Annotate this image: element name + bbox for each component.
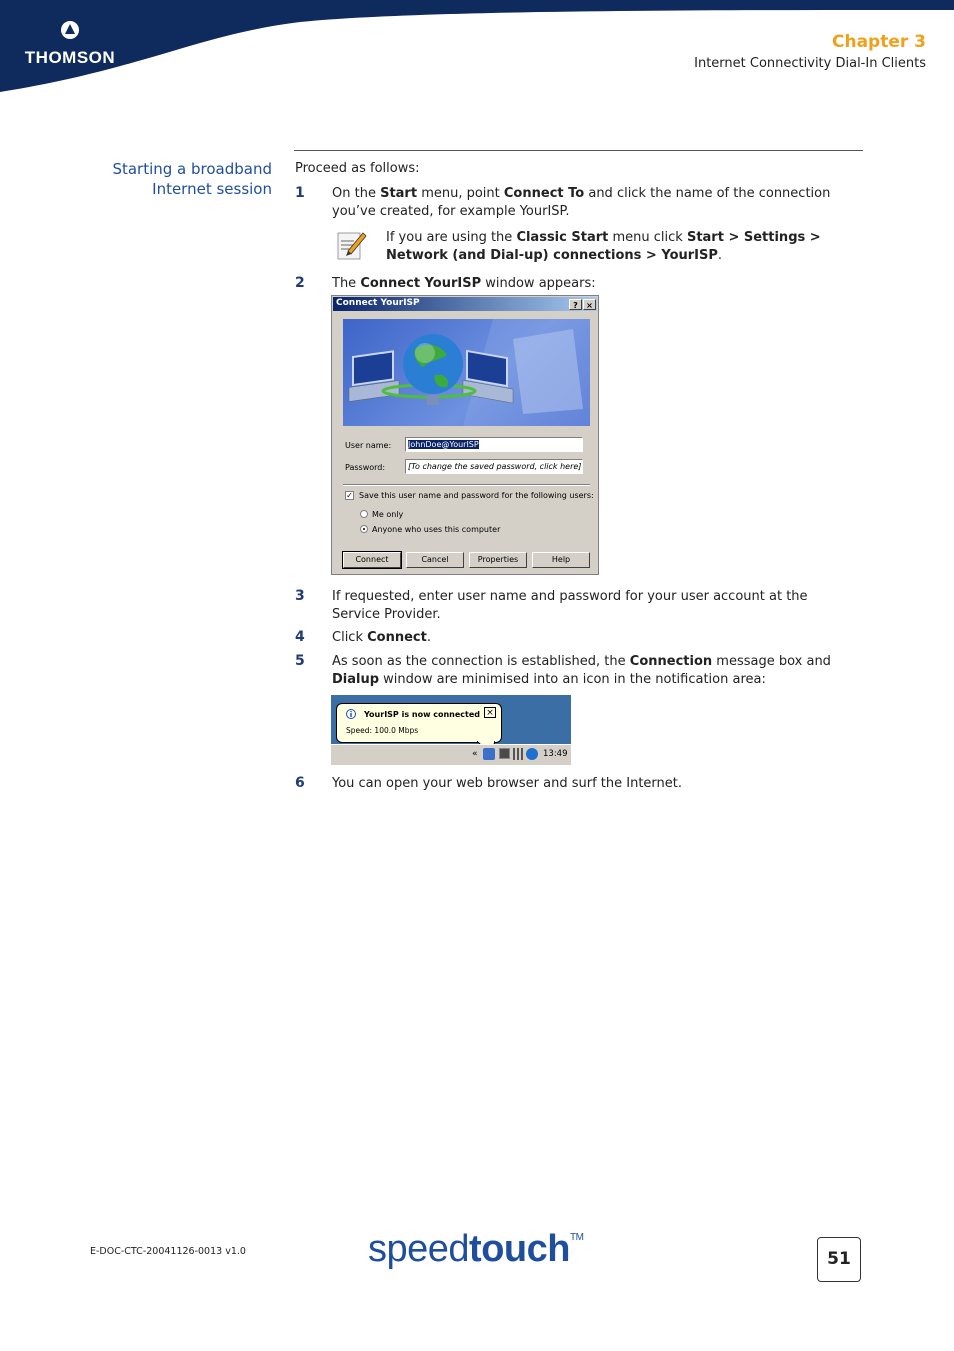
step-3-text: If requested, enter user name and password for your user account at the Service Provider.: [332, 589, 808, 622]
cancel-button[interactable]: Cancel: [406, 552, 464, 568]
save-checkbox[interactable]: ✓: [346, 491, 353, 500]
note-text: If you are using the Classic Start menu click Start > Settings > Network (and Dial-up) connections > YourISP.: [386, 230, 821, 263]
notification-area-screenshot: [331, 695, 571, 765]
save-checkbox-label: Save this user name and password for the following users:: [359, 491, 594, 500]
tray-expand-chevron[interactable]: «: [472, 749, 478, 759]
section-title-line1: Starting a broadband: [112, 160, 272, 178]
dialog-banner-image: [343, 319, 590, 426]
chapter-label: Chapter 3: [831, 32, 926, 52]
taskbar: [331, 744, 571, 765]
step-5-text: As soon as the connection is established, the Connection message box and Dialup window are minimised into an icon in the notification area:: [332, 654, 831, 687]
section-title: [72, 159, 272, 199]
help-dialog-button[interactable]: Help: [532, 552, 590, 568]
connect-button[interactable]: Connect: [343, 552, 401, 568]
monitor-icon[interactable]: [499, 748, 510, 759]
note-pencil-icon: [336, 229, 368, 261]
radio-anyone-label: Anyone who uses this computer: [372, 525, 501, 534]
section-title-line2: Internet session: [152, 180, 272, 198]
password-label: Password:: [345, 463, 386, 472]
password-field[interactable]: [To change the saved password, click here]: [405, 459, 583, 474]
step-number: 6: [295, 775, 305, 791]
network-globe-icon: [343, 319, 590, 426]
dialog-title: Connect YourISP: [336, 298, 420, 308]
document-id: E-DOC-CTC-20041126-0013 v1.0: [90, 1246, 246, 1257]
step-number: 5: [295, 653, 305, 669]
thomson-logo: [20, 20, 120, 70]
balloon-close-icon[interactable]: ×: [484, 707, 496, 718]
speedtouch-tray-icon[interactable]: [526, 748, 538, 760]
thomson-emblem-icon: [59, 20, 81, 40]
step-2-text: The Connect YourISP window appears:: [332, 276, 596, 291]
step-number: 1: [295, 185, 305, 201]
dialog-separator: [343, 484, 590, 486]
tray-clock: 13:49: [543, 749, 568, 759]
username-field[interactable]: JohnDoe@YourISP: [405, 437, 583, 452]
chapter-subtitle: Internet Connectivity Dial-In Clients: [694, 56, 926, 71]
radio-anyone[interactable]: [360, 525, 368, 533]
page-number: 51: [817, 1237, 861, 1282]
volume-icon[interactable]: [513, 748, 523, 760]
info-icon: [346, 709, 356, 719]
connect-dialog: [331, 295, 599, 575]
step-number: 4: [295, 629, 305, 645]
dialog-title-bar: [333, 297, 597, 311]
logo-text: THOMSON: [24, 48, 116, 67]
properties-button[interactable]: Properties: [469, 552, 527, 568]
help-button[interactable]: ?: [569, 299, 582, 310]
username-label: User name:: [345, 441, 392, 450]
step-number: 2: [295, 275, 305, 291]
close-button[interactable]: ×: [583, 299, 596, 310]
balloon-speed: Speed: 100.0 Mbps: [346, 726, 419, 735]
speedtouch-logo: speedtouch™: [368, 1228, 584, 1270]
radio-me-only[interactable]: [360, 510, 368, 518]
connection-balloon: [336, 703, 502, 743]
intro-text: Proceed as follows:: [295, 161, 420, 176]
radio-me-only-label: Me only: [372, 510, 404, 519]
network-connection-icon[interactable]: [483, 748, 495, 760]
balloon-title: YourISP is now connected: [364, 710, 481, 719]
step-1-text: On the Start menu, point Connect To and click the name of the connection you’ve created, for example YourISP.: [332, 186, 831, 219]
step-number: 3: [295, 588, 305, 604]
step-6-text: You can open your web browser and surf the Internet.: [332, 776, 682, 791]
header-banner: [0, 0, 954, 95]
step-4-text: Click Connect.: [332, 630, 431, 645]
section-rule: [294, 150, 863, 151]
